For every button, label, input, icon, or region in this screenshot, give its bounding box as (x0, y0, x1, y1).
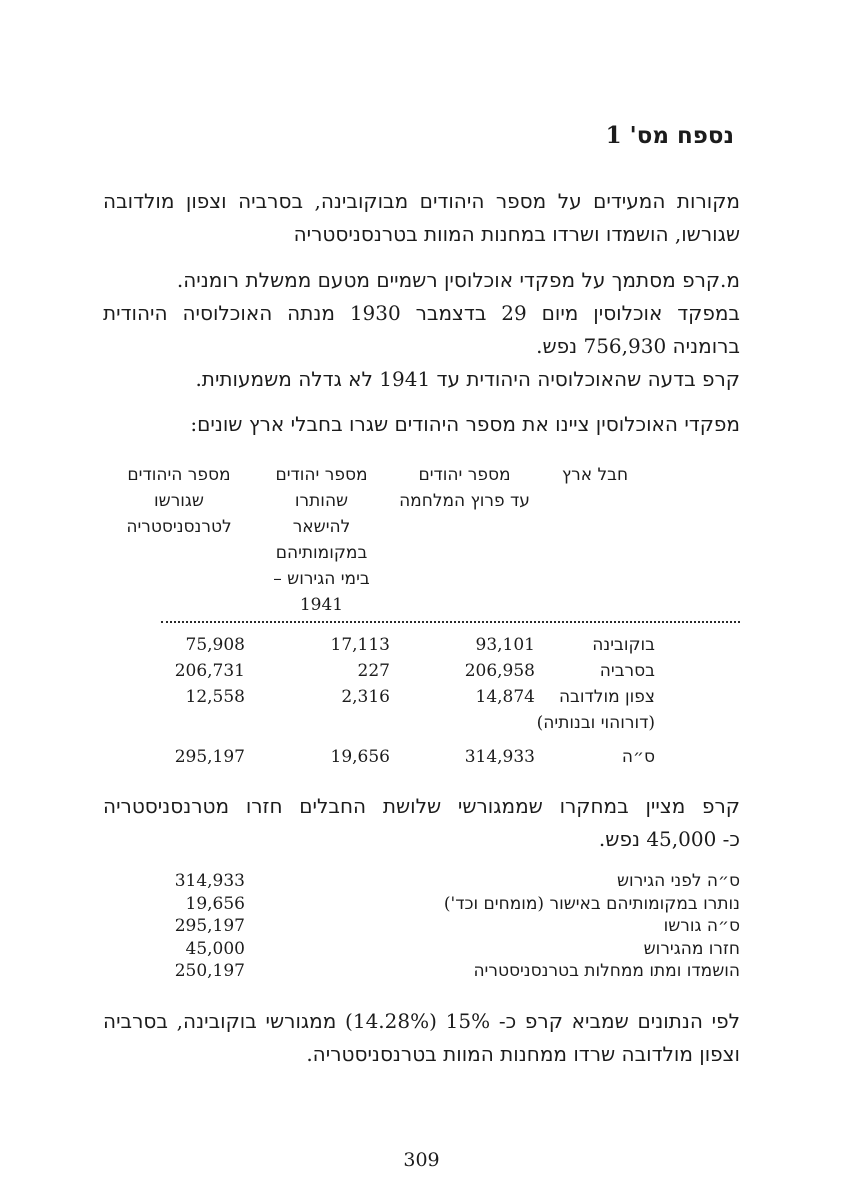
header-until-war (390, 462, 535, 618)
summary-row (103, 893, 740, 916)
total-until-war-cell: 314,933 (464, 747, 535, 767)
conclusion-line-1: לפי הנתונים שמביא קרפ כ- 15% (14.28%) ממגורשי בוקובינה, בסרביה (103, 1008, 741, 1033)
table-row (103, 658, 740, 684)
returnees-paragraph (103, 790, 740, 856)
conclusion-paragraph (103, 1005, 740, 1071)
page-content (103, 122, 740, 1172)
returnees-line-1: קרפ מציין במחקרו שממגורשי שלושת החבלים חזרו מטרנסניסטריה (103, 794, 740, 818)
region-cell: בסרביה (599, 661, 655, 681)
census-paragraph (103, 264, 740, 396)
header-deported (103, 462, 245, 618)
header-until-war-line-2: עד פרוץ המלחמה (399, 491, 530, 511)
intro-line-1: מקורות המעידים על מספר היהודים מבוקובינה, בסרביה וצפון מולדובה (103, 189, 740, 213)
summary-row (103, 960, 740, 983)
summary-label: הושמדו ומתו ממחלות בטרנסניסטריה (473, 961, 740, 981)
deported-cell: 206,731 (174, 661, 245, 681)
summary-value: 314,933 (174, 871, 245, 891)
header-remained-line-3: בימי הגירוש – 1941 (273, 569, 370, 615)
header-remained-line-2: להישאר במקומותיהם (275, 517, 368, 563)
header-remained-line-1: מספר יהודים שהותרו (275, 465, 368, 511)
summary-value: 295,197 (174, 916, 245, 936)
until-war-cell: 14,874 (475, 687, 535, 707)
remained-cell: 2,316 (341, 687, 390, 707)
region-cell (535, 684, 740, 736)
header-until-war-line-1: מספר יהודים (418, 465, 511, 485)
until-war-cell: 93,101 (475, 635, 535, 655)
total-label: ס״ה (621, 747, 655, 767)
table-total-row (103, 744, 740, 770)
header-region (535, 462, 740, 618)
summary-value: 19,656 (185, 893, 245, 914)
header-deported-line-1: מספר היהודים (127, 465, 231, 485)
table-row (103, 632, 740, 658)
table-row (103, 684, 740, 736)
deported-cell: 75,908 (185, 635, 245, 655)
table-intro-line: מפקדי האוכלוסין ציינו את מספר היהודים שגרו בחבלי ארץ שונים: (190, 412, 740, 436)
summary-value: 45,000 (185, 938, 245, 959)
intro-line-2: שגורשו, הושמדו ושרדו במחנות המוות בטרנסניסטריה (293, 222, 740, 246)
deported-cell: 12,558 (185, 687, 245, 707)
summary-row (103, 915, 740, 938)
census-table-header (103, 462, 740, 618)
census-line-2: במפקד אוכלוסין מיום 29 בדצמבר 1930 מנתה האוכלוסיה היהודית (103, 301, 740, 325)
summary-row (103, 938, 740, 961)
appendix-title: נספח מס' 1 (605, 122, 734, 149)
intro-paragraph (103, 185, 740, 251)
page-number: 309 (403, 1148, 440, 1171)
summary-row (103, 870, 740, 893)
region-name: צפון מולדובה (558, 687, 655, 707)
summary-label: חזרו מהגירוש (643, 938, 740, 959)
header-remained (245, 462, 390, 618)
header-deported-line-3: לטרנסניסטריה (126, 517, 232, 537)
summary-label: ס״ה גורשו (663, 916, 740, 936)
until-war-cell: 206,958 (464, 661, 535, 681)
header-deported-line-2: שגורשו (154, 491, 204, 511)
table-intro-paragraph (103, 408, 740, 441)
summary-value: 250,197 (174, 961, 245, 981)
conclusion-line-2: וצפון מולדובה שרדו ממחנות המוות בטרנסניסטריה. (306, 1041, 740, 1066)
summary-label: ס״ה לפני הגירוש (617, 871, 740, 891)
returnees-line-2: כ- 45,000 נפש. (598, 827, 740, 851)
census-line-4: קרפ בדעה שהאוכלוסיה היהודית עד 1941 לא גדלה משמעותית. (195, 367, 740, 391)
summary-table (103, 870, 740, 983)
total-remained-cell: 19,656 (330, 747, 390, 767)
table-separator (161, 621, 740, 623)
census-line-3: ברומניה 756,930 נפש. (536, 334, 740, 358)
region-cell: בוקובינה (592, 635, 655, 655)
remained-cell: 227 (357, 661, 390, 681)
census-line-1: מ.קרפ מסתמך על מפקדי אוכלוסין רשמיים מטעם ממשלת רומניה. (176, 268, 740, 292)
header-region-line: חבל ארץ (561, 465, 629, 485)
region-note: (דורוהוי ובנותיה) (536, 713, 655, 733)
total-deported-cell: 295,197 (174, 747, 245, 767)
remained-cell: 17,113 (330, 635, 390, 655)
summary-label: נותרו במקומותיהם באישור (מומחים וכד') (443, 893, 740, 914)
